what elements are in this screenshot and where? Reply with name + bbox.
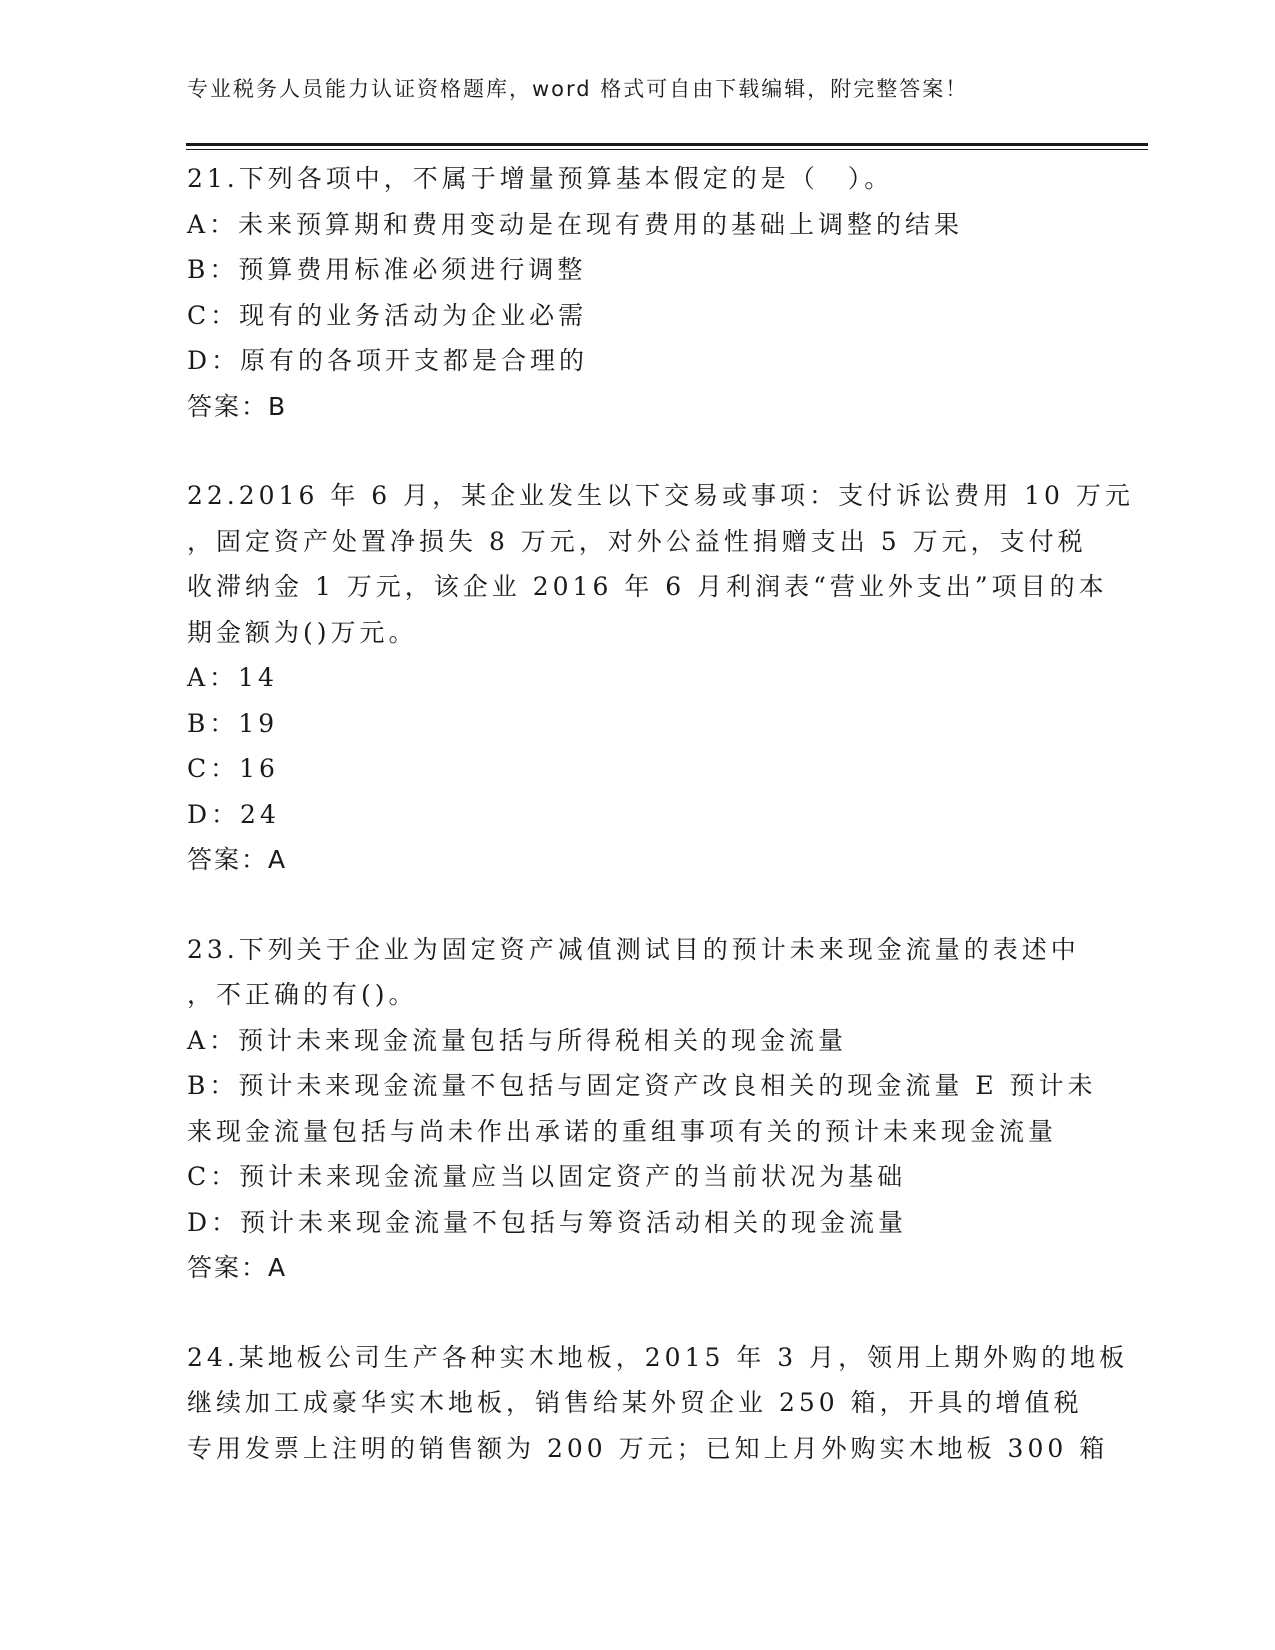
question-23 <box>187 927 1097 1291</box>
option-b-continued: 来现金流量包括与尚未作出承诺的重组事项有关的预计未来现金流量 <box>187 1116 1058 1146</box>
question-22 <box>187 473 1134 883</box>
question-spacer <box>187 429 1077 473</box>
question-stem-line: ，固定资产处置净损失 8 万元，对外公益性捐赠支出 5 万元，支付税 <box>187 526 1087 556</box>
question-stem-line: 23.下列关于企业为固定资产减值测试目的预计未来现金流量的表述中 <box>187 934 1080 964</box>
answer-line: 答案：A <box>187 845 288 874</box>
option-c: C：16 <box>187 754 279 783</box>
question-stem-line: ，不正确的有()。 <box>187 980 418 1009</box>
option-a: A：14 <box>187 663 278 692</box>
question-spacer <box>187 883 1077 927</box>
option-a: A：未来预算期和费用变动是在现有费用的基础上调整的结果 <box>187 209 964 239</box>
option-d: D：原有的各项开支都是合理的 <box>187 346 589 375</box>
option-a: A：预计未来现金流量包括与所得税相关的现金流量 <box>187 1025 848 1055</box>
header-rule-thick <box>186 143 1148 146</box>
question-stem-line: 21.下列各项中，不属于增量预算基本假定的是（ ）。 <box>187 164 894 193</box>
option-b: B：19 <box>187 708 279 738</box>
option-b: B：预计未来现金流量不包括与固定资产改良相关的现金流量 E 预计未 <box>187 1071 1097 1100</box>
question-stem-line: 继续加工成豪华实木地板，销售给某外贸企业 250 箱，开具的增值税 <box>187 1388 1083 1417</box>
answer-line: 答案：A <box>187 1253 288 1282</box>
question-21 <box>187 156 1077 429</box>
question-list <box>187 156 1134 1471</box>
page-header: 专业税务人员能力认证资格题库，word 格式可自由下载编辑，附完整答案！ <box>187 77 969 101</box>
question-spacer <box>187 1291 1077 1335</box>
question-stem-line: 期金额为()万元。 <box>187 617 418 647</box>
option-d: D：预计未来现金流量不包括与筹资活动相关的现金流量 <box>187 1207 908 1237</box>
option-c: C：预计未来现金流量应当以固定资产的当前状况为基础 <box>187 1162 907 1191</box>
header-rule-thin <box>186 149 1148 150</box>
question-stem-line: 24.某地板公司生产各种实木地板，2015 年 3 月，领用上期外购的地板 <box>187 1342 1129 1372</box>
answer-line: 答案：B <box>187 391 288 421</box>
question-stem-line: 专用发票上注明的销售额为 200 万元；已知上月外购实木地板 300 箱 <box>187 1433 1109 1463</box>
question-stem-line: 22.2016 年 6 月，某企业发生以下交易或事项：支付诉讼费用 10 万元 <box>187 481 1134 510</box>
option-d: D：24 <box>187 799 280 829</box>
option-b: B：预算费用标准必须进行调整 <box>187 255 587 284</box>
question-24 <box>187 1335 1129 1472</box>
question-stem-line: 收滞纳金 1 万元，该企业 2016 年 6 月利润表“营业外支出”项目的本 <box>187 572 1108 601</box>
option-c: C：现有的业务活动为企业必需 <box>187 300 588 330</box>
